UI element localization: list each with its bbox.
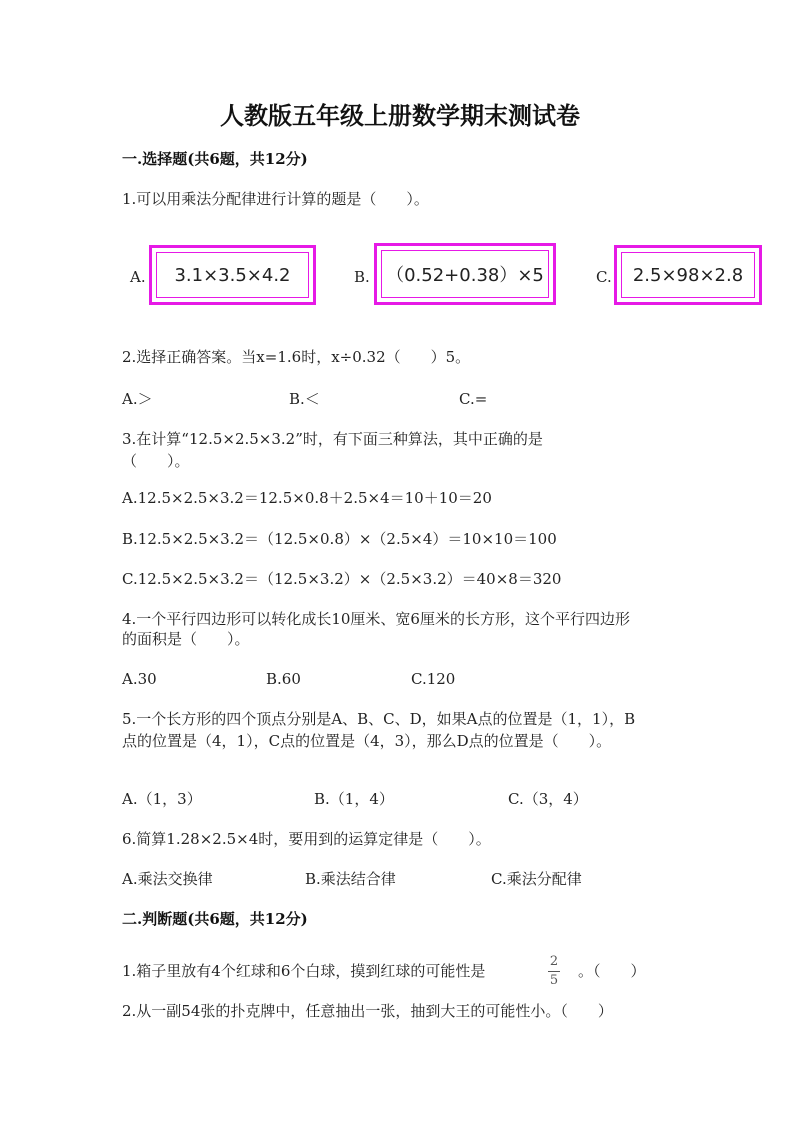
question-4-option-a: A.30 <box>122 670 157 688</box>
option-a-image <box>149 245 316 305</box>
question-2-option-a: A.＞ <box>122 390 153 408</box>
option-c-label: C. <box>596 268 612 286</box>
question-3-option-c: C.12.5×2.5×3.2＝（12.5×3.2）×（2.5×3.2）＝40×8＝320 <box>122 570 562 588</box>
page-title: 人教版五年级上册数学期末测试卷 <box>220 101 580 130</box>
question-3-option-b: B.12.5×2.5×3.2＝（12.5×0.8）×（2.5×4）＝10×10＝100 <box>122 530 557 548</box>
question-3-text-line2: （ ）。 <box>122 452 190 470</box>
fraction-numerator: 2 <box>549 954 559 969</box>
question-4-text-line1: 4.一个平行四边形可以转化成长10厘米、宽6厘米的长方形，这个平行四边形 <box>122 610 630 628</box>
judgement-1-answer-paren: 。（ ） <box>578 962 646 980</box>
question-4-option-c: C.120 <box>411 670 456 688</box>
question-6-text: 6.简算1.28×2.5×4时，要用到的运算定律是（ ）。 <box>122 830 491 848</box>
question-5-option-a: A.（1，3） <box>122 790 202 808</box>
question-6-option-b: B.乘法结合律 <box>305 870 396 888</box>
question-5-text-line1: 5.一个长方形的四个顶点分别是A、B、C、D，如果A点的位置是（1，1），B <box>122 710 636 728</box>
option-a-expression: 3.1×3.5×4.2 <box>156 252 309 298</box>
option-a-label: A. <box>130 268 146 286</box>
option-c-image <box>614 245 762 305</box>
question-3-text-line1: 3.在计算“12.5×2.5×3.2”时，有下面三种算法，其中正确的是 <box>122 430 543 448</box>
option-b-label: B. <box>354 268 370 286</box>
option-b-expression: （0.52+0.38）×5 <box>381 250 549 298</box>
judgement-1-text: 1.箱子里放有4个红球和6个白球，摸到红球的可能性是 <box>122 962 486 980</box>
question-3-option-a: A.12.5×2.5×3.2＝12.5×0.8＋2.5×4＝10＋10＝20 <box>122 489 492 507</box>
judgement-2-text: 2.从一副54张的扑克牌中，任意抽出一张，抽到大王的可能性小。（ ） <box>122 1002 613 1020</box>
fraction-two-fifths <box>548 955 560 988</box>
question-6-option-c: C.乘法分配律 <box>491 870 582 888</box>
question-6-option-a: A.乘法交换律 <box>122 870 213 888</box>
question-2-option-b: B.＜ <box>289 390 320 408</box>
question-5-option-b: B.（1，4） <box>314 790 394 808</box>
option-b-image <box>374 243 556 305</box>
question-1-text: 1.可以用乘法分配律进行计算的题是（ ）。 <box>122 190 429 208</box>
option-c-expression: 2.5×98×2.8 <box>621 252 755 298</box>
section-heading-choice: 一.选择题(共6题，共12分) <box>122 150 308 168</box>
fraction-denominator: 5 <box>549 973 559 988</box>
question-4-text-line2: 的面积是（ ）。 <box>122 630 250 648</box>
question-5-option-c: C.（3，4） <box>508 790 588 808</box>
question-2-text: 2.选择正确答案。当x=1.6时，x÷0.32（ ）5。 <box>122 348 471 366</box>
section-heading-judgement: 二.判断题(共6题，共12分) <box>122 910 308 928</box>
question-4-option-b: B.60 <box>266 670 301 688</box>
question-5-text-line2: 点的位置是（4，1），C点的位置是（4，3），那么D点的位置是（ ）。 <box>122 732 612 750</box>
question-2-option-c: C.= <box>459 390 488 408</box>
fraction-bar <box>548 971 560 972</box>
